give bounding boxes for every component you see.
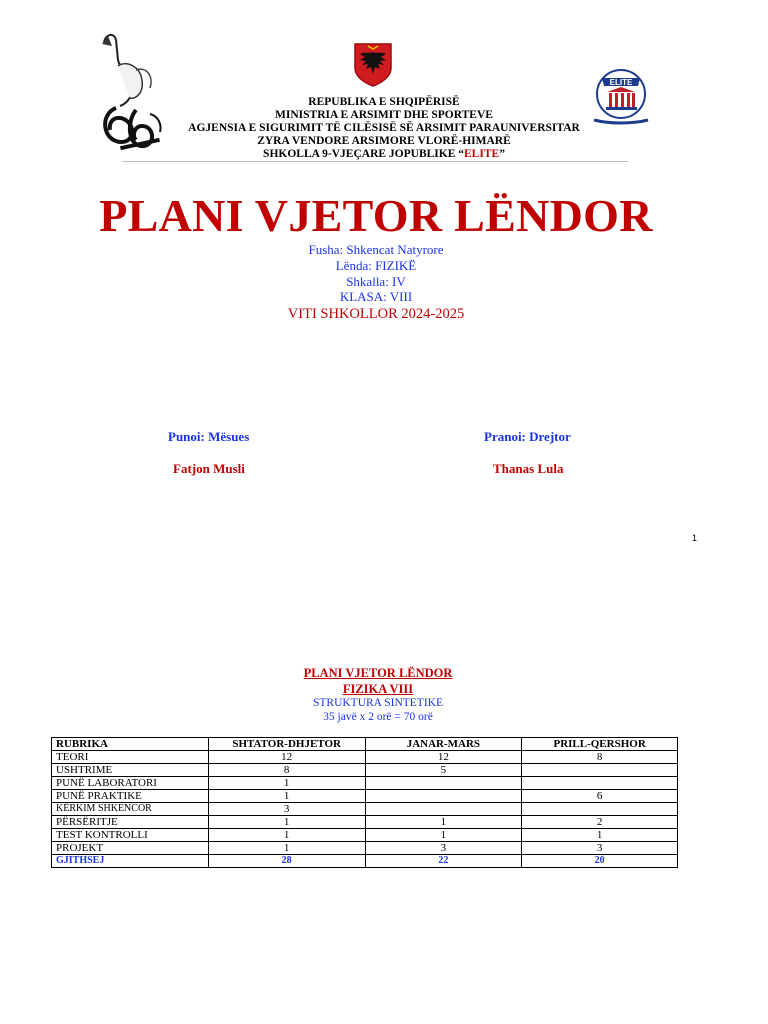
table-row: [52, 816, 678, 829]
table-cell: 12: [365, 751, 522, 764]
school-name: ELITE: [464, 148, 500, 160]
table-cell: 1: [208, 790, 365, 803]
table-row: [52, 829, 678, 842]
table-cell: 5: [365, 764, 522, 777]
table-cell: [522, 803, 678, 816]
header-divider: [122, 161, 628, 162]
column-header: RUBRIKA: [52, 738, 209, 751]
table-cell: 1: [365, 816, 522, 829]
table-cell: [522, 777, 678, 790]
table-cell: 1: [522, 829, 678, 842]
synthetic-structure-table: [51, 737, 678, 868]
section-subtitle: FIZIKA VIII: [342, 682, 414, 696]
table-cell: [522, 764, 678, 777]
table-row: [52, 790, 678, 803]
table-cell: KËRKIM SHKENCOR: [52, 803, 209, 816]
page-title: PLANI VJETOR LËNDOR: [99, 190, 653, 241]
table-header-row: [52, 738, 678, 751]
header-line-school: [120, 148, 648, 161]
header-line-agency: AGJENSIA E SIGURIMIT TË CILËSISË SË ARSIMIT PARAUNIVERSITAR: [188, 122, 580, 134]
school-prefix: SHKOLLA 9-VJEÇARE JOPUBLIKE “: [263, 148, 465, 160]
header-line-republic: REPUBLIKA E SHQIPËRISË: [308, 96, 460, 108]
table-row: [52, 803, 678, 816]
table-cell: [365, 777, 522, 790]
school-suffix: ”: [499, 148, 505, 160]
page-number: 1: [692, 533, 698, 543]
column-header: SHTATOR-DHJETOR: [208, 738, 365, 751]
table-cell: 22: [365, 855, 522, 868]
table-cell: 3: [365, 842, 522, 855]
table-cell: GJITHSEJ: [52, 855, 209, 868]
table-cell: PËRSËRITJE: [52, 816, 209, 829]
table-row: [52, 842, 678, 855]
class-label: KLASA: VIII: [339, 289, 413, 304]
table-cell: [365, 803, 522, 816]
subject-label: Lënda: FIZIKË: [335, 258, 417, 273]
level-label: Shkalla: IV: [346, 274, 406, 289]
table-cell: 1: [208, 816, 365, 829]
table-cell: 2: [522, 816, 678, 829]
table-cell: 20: [522, 855, 678, 868]
table-cell: 12: [208, 751, 365, 764]
table-cell: TEST KONTROLLI: [52, 829, 209, 842]
field-label: Fusha: Shkencat Natyrore: [308, 242, 444, 257]
table-cell: 1: [208, 829, 365, 842]
table-cell: 8: [522, 751, 678, 764]
column-header: JANAR-MARS: [365, 738, 522, 751]
approved-by-name: Thanas Lula: [493, 461, 564, 476]
table-cell: 3: [522, 842, 678, 855]
table-cell: PROJEKT: [52, 842, 209, 855]
table-cell: USHTRIME: [52, 764, 209, 777]
structure-label: STRUKTURA SINTETIKE: [312, 697, 443, 709]
table-total-row: [52, 855, 678, 868]
header-line-office: ZYRA VENDORE ARSIMORE VLORË-HIMARË: [257, 135, 511, 147]
table-cell: 6: [522, 790, 678, 803]
table-cell: 8: [208, 764, 365, 777]
prepared-by-name: Fatjon Musli: [173, 461, 245, 476]
hours-label: 35 javë x 2 orë = 70 orë: [323, 711, 433, 723]
table-cell: TEORI: [52, 751, 209, 764]
table-cell: 1: [365, 829, 522, 842]
table-row: [52, 764, 678, 777]
approved-by-label: Pranoi: Drejtor: [484, 429, 571, 444]
table-cell: [365, 790, 522, 803]
section-title: PLANI VJETOR LËNDOR: [303, 666, 453, 680]
header-line-ministry: MINISTRIA E ARSIMIT DHE SPORTEVE: [275, 109, 493, 121]
table-row: [52, 751, 678, 764]
table-cell: 3: [208, 803, 365, 816]
table-row: [52, 777, 678, 790]
albania-emblem: [352, 42, 394, 88]
school-year-label: VITI SHKOLLOR 2024-2025: [287, 306, 465, 322]
elite-logo-text: ELITE: [609, 78, 633, 87]
column-header: PRILL-QERSHOR: [522, 738, 678, 751]
table-cell: PUNË LABORATORI: [52, 777, 209, 790]
prepared-by-label: Punoi: Mësues: [168, 429, 250, 444]
table-cell: PUNË PRAKTIKE: [52, 790, 209, 803]
table-cell: 1: [208, 777, 365, 790]
table-cell: 28: [208, 855, 365, 868]
table-cell: 1: [208, 842, 365, 855]
